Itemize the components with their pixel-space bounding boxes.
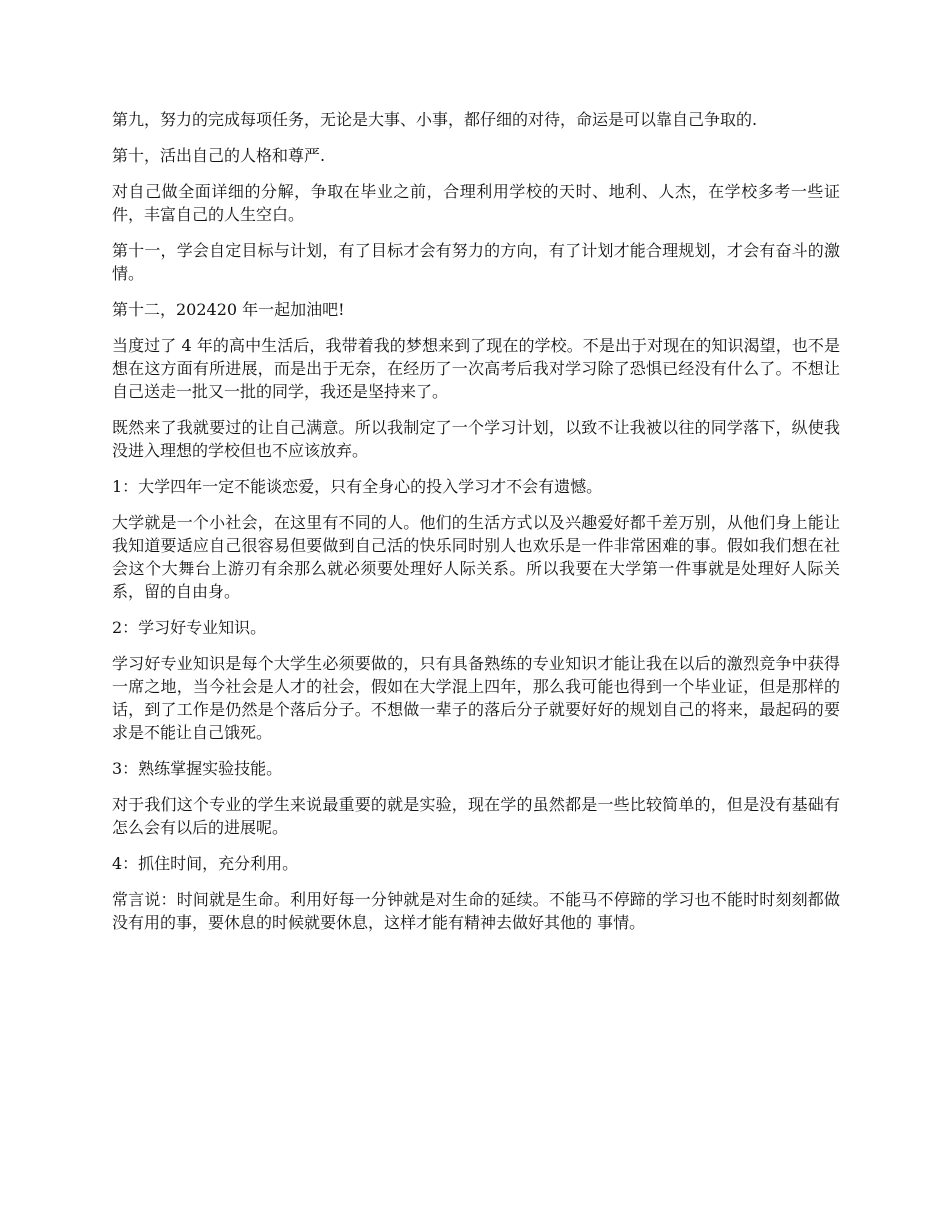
document-page	[112, 108, 840, 947]
paragraph-point-1: 1：大学四年一定不能谈恋爱，只有全身心的投入学习才不会有遗憾。	[112, 477, 603, 496]
paragraph-point-4: 4：抓住时间，充分利用。	[112, 854, 299, 873]
paragraph-point-2: 2：学习好专业知识。	[112, 618, 267, 637]
paragraph-small-society: 大学就是一个小社会，在这里有不同的人。他们的生活方式以及兴趣爱好都千差万别，从他们身上能让我知道要适应自己很容易但要做到自己活的快乐同时别人也欢乐是一件非常困难的事。假如我们想在社会这个大舞台上游刃有余那么就必须要处理好人际关系。所以我要在大学第一件事就是处理好人际关系，留的自由身。	[112, 513, 840, 601]
paragraph-study-plan: 既然来了我就要过的让自己满意。所以我制定了一个学习计划，以致不让我被以往的同学落下，纵使我没进入理想的学校但也不应该放弃。	[112, 418, 840, 460]
paragraph-tenth: 第十，活出自己的人格和尊严.	[112, 146, 326, 165]
paragraph-self-analysis: 对自己做全面详细的分解，争取在毕业之前，合理利用学校的天时、地利、人杰，在学校多考一些证件，丰富自己的人生空白。	[112, 182, 840, 224]
paragraph-experiments: 对于我们这个专业的学生来说最重要的就是实验，现在学的虽然都是一些比较简单的，但是没有基础有怎么会有以后的进展呢。	[112, 795, 840, 837]
paragraph-ninth: 第九，努力的完成每项任务，无论是大事、小事，都仔细的对待，命运是可以靠自己争取的.	[112, 110, 758, 129]
paragraph-time-is-life: 常言说：时间就是生命。利用好每一分钟就是对生命的延续。不能马不停蹄的学习也不能时时刻刻都做没有用的事，要休息的时候就要休息，这样才能有精神去做好其他的 事情。	[112, 890, 840, 932]
paragraph-eleventh: 第十一，学会自定目标与计划，有了目标才会有努力的方向，有了计划才能合理规划，才会有奋斗的激情。	[112, 241, 840, 283]
paragraph-point-3: 3：熟练掌握实验技能。	[112, 759, 283, 778]
paragraph-professional-knowledge: 学习好专业知识是每个大学生必须要做的，只有具备熟练的专业知识才能让我在以后的激烈竞争中获得一席之地，当今社会是人才的社会，假如在大学混上四年，那么我可能也得到一个毕业证，但是那样的话，到了工作是仍然是个落后分子。不想做一辈子的落后分子就要好好的规划自己的将来，最起码的要求是不能让自己饿死。	[112, 654, 840, 742]
paragraph-high-school: 当度过了 4 年的高中生活后，我带着我的梦想来到了现在的学校。不是出于对现在的知识渴望，也不是想在这方面有所进展，而是出于无奈，在经历了一次高考后我对学习除了恐惧已经没有什么了。不想让自己送走一批又一批的同学，我还是坚持来了。	[112, 336, 840, 401]
paragraph-twelfth: 第十二，202420 年一起加油吧!	[112, 300, 345, 319]
